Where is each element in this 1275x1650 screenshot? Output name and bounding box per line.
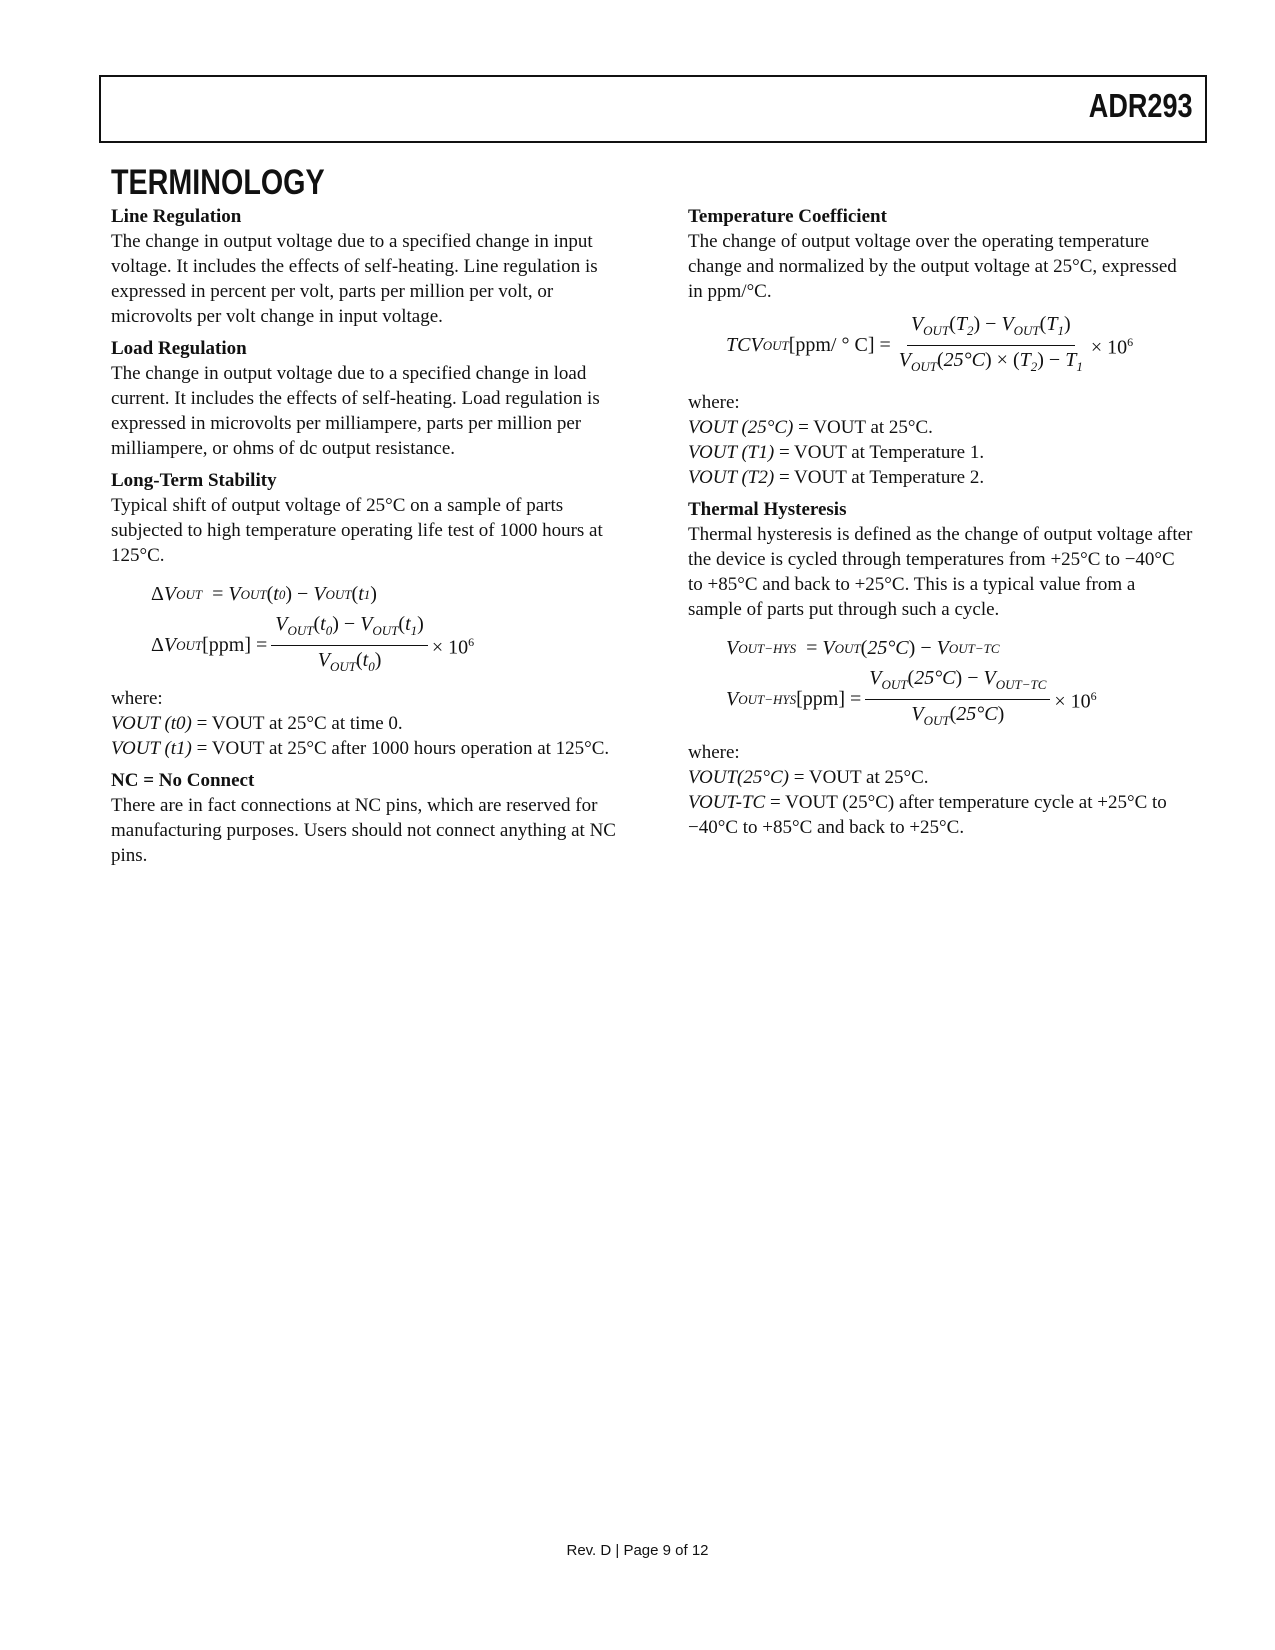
vout-hys-ppm-equation: V OUT−HYS [ppm] = $\frac{V_{OUT}(25^\circ C) - V_{OUT-TC}}{V_{OUT}(25^\circ C)}$ × $10^6$	[726, 668, 1193, 730]
temperature-coefficient-equation-block	[726, 310, 1193, 380]
definition-line	[688, 765, 1193, 790]
definition-text: = VOUT at 25°C.	[798, 417, 933, 438]
fraction: $\frac{V_{OUT}(25^\circ C) - V_{OUT-TC}}{V_{OUT}(25^\circ C)}$	[865, 666, 1050, 733]
right-column	[688, 204, 1193, 847]
fraction: $\frac{V_{OUT}(t_0) - V_{OUT}(t_1)}{V_{OUT}(t_0)}$	[271, 612, 428, 679]
part-number: ADR293	[1089, 87, 1193, 124]
long-term-stability-heading: Long-Term Stability	[111, 470, 277, 491]
definition-text: = VOUT at 25°C.	[793, 767, 929, 788]
definition-line	[688, 465, 1193, 490]
definition-text: = VOUT at Temperature 2.	[778, 467, 985, 488]
temperature-coefficient-heading: Temperature Coefficient	[688, 206, 887, 227]
definition-text: = VOUT (25°C) after temperature cycle at +25°C to −40°C to +85°C and back to +25°C.	[688, 792, 1167, 838]
definition-line	[111, 736, 616, 761]
definition-symbol: VOUT (t0)	[111, 713, 192, 734]
definition-line	[688, 790, 1193, 840]
long-term-stability-body: Typical shift of output voltage of 25°C on a sample of parts subjected to high temperature operating life test of 1000 hours at 125°C.	[111, 495, 603, 566]
definition-symbol: VOUT (t1)	[111, 738, 192, 759]
line-regulation-body: The change in output voltage due to a specified change in input voltage. It includes the effects of self-heating. Line regulation is expressed in percent per volt, parts per million per volt, or microvolts per volt change in input voltage.	[111, 231, 598, 327]
where-label: where:	[688, 392, 740, 413]
long-term-stability-equations	[151, 574, 616, 676]
header-box	[99, 75, 1207, 143]
load-regulation-body: The change in output voltage due to a specified change in load current. It includes the effects of self-heating. Load regulation is expressed in microvolts per milliampere, parts per million per milliampere, or ohms of dc output resistance.	[111, 363, 600, 459]
definition-line	[688, 415, 1193, 440]
definition-line	[111, 711, 616, 736]
load-regulation-heading: Load Regulation	[111, 338, 247, 359]
definition-text: = VOUT at Temperature 1.	[778, 442, 985, 463]
definition-symbol: VOUT (T2)	[688, 467, 775, 488]
definition-symbol: VOUT (25°C)	[688, 417, 794, 438]
page-title: TERMINOLOGY	[111, 163, 325, 202]
left-column	[111, 204, 616, 875]
definition-line	[688, 440, 1193, 465]
page-footer: Rev. D | Page 9 of 12	[566, 1542, 709, 1559]
fraction: $\frac{V_{OUT}(T_2) - V_{OUT}(T_1)}{V_{OUT}(25^\circ C) \times (T_2) - T_1}$	[898, 312, 1083, 374]
definition-text: = VOUT at 25°C at time 0.	[196, 713, 403, 734]
nc-heading: NC = No Connect	[111, 770, 255, 791]
where-label: where:	[688, 742, 740, 763]
temperature-coefficient-body: The change of output voltage over the operating temperature change and normalized by the output voltage at 25°C, expressed in ppm/°C.	[688, 231, 1177, 302]
definition-symbol: VOUT-TC	[688, 792, 766, 813]
delta-vout-ppm-equation: Δ V OUT [ppm] = $\frac{V_{OUT}(t_0) - V_{OUT}(t_1)}{V_{OUT}(t_0)}$ × $10^6$	[151, 614, 616, 676]
delta-vout-equation: Δ V OUT = V OUT ( t 0 ) − V OUT ( t 1 )	[151, 582, 377, 605]
thermal-hysteresis-heading: Thermal Hysteresis	[688, 499, 847, 520]
line-regulation-heading: Line Regulation	[111, 206, 242, 227]
definition-symbol: VOUT (T1)	[688, 442, 775, 463]
vout-hys-equation: V OUT−HYS = V OUT ( 25°C ) − V OUT−TC	[726, 636, 1000, 659]
thermal-hysteresis-equations	[726, 628, 1193, 730]
definition-text: = VOUT at 25°C after 1000 hours operation at 125°C.	[196, 738, 610, 759]
tcvout-equation: TCV OUT [ppm/ ° C] = $\frac{V_{OUT}(T_2) - V_{OUT}(T_1)}{V_{OUT}(25^\circ C) \times (T_2) - T_1}$ × $10^6$	[726, 310, 1193, 380]
thermal-hysteresis-body: Thermal hysteresis is defined as the change of output voltage after the device is cycled through temperatures from +25°C to −40°C to +85°C and back to +25°C. This is a typical value from a sample of parts put through such a cycle.	[688, 524, 1193, 620]
where-label: where:	[111, 688, 163, 709]
definition-symbol: VOUT(25°C)	[688, 767, 789, 788]
nc-body: There are in fact connections at NC pins, which are reserved for manufacturing purposes. Users should not connect anything at NC pins.	[111, 795, 616, 866]
